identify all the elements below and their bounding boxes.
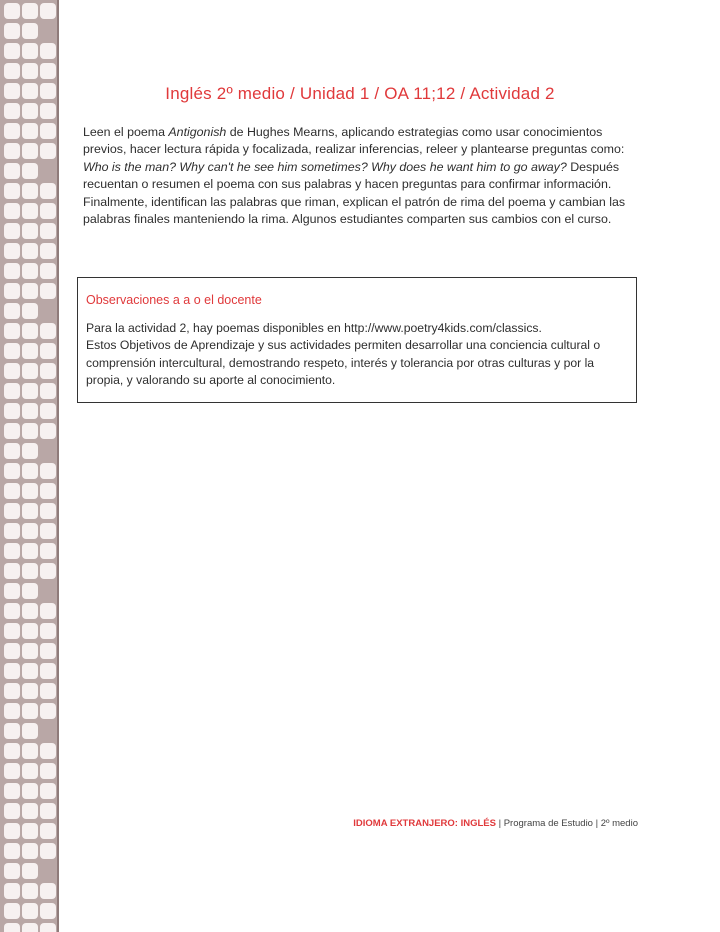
- sidebar-tile: [4, 3, 20, 19]
- sidebar-tile: [40, 623, 56, 639]
- sidebar-tile: [22, 903, 38, 919]
- sidebar-tile: [4, 183, 20, 199]
- sidebar-tile: [4, 563, 20, 579]
- sidebar-tile: [22, 343, 38, 359]
- footer-level: 2º medio: [600, 818, 638, 829]
- sidebar-tile: [40, 363, 56, 379]
- sidebar-tile: [4, 63, 20, 79]
- sidebar-tile: [4, 623, 20, 639]
- sidebar-tile: [40, 403, 56, 419]
- sidebar-tile: [22, 183, 38, 199]
- sidebar-tile: [40, 43, 56, 59]
- sidebar-tile: [40, 843, 56, 859]
- sidebar-tile: [40, 123, 56, 139]
- sidebar-tile: [4, 163, 20, 179]
- sidebar-tile: [22, 423, 38, 439]
- sidebar-tile: [22, 203, 38, 219]
- sidebar-tile: [22, 683, 38, 699]
- sidebar-tile: [4, 723, 20, 739]
- sidebar-tile: [40, 683, 56, 699]
- sidebar-tile: [4, 903, 20, 919]
- sidebar-tile: [40, 503, 56, 519]
- sidebar-tile: [40, 803, 56, 819]
- sidebar-tile: [4, 203, 20, 219]
- sidebar-tile: [4, 543, 20, 559]
- sidebar-tile: [22, 43, 38, 59]
- activity-text-2: de Hughes Mearns, aplicando estrategias como usar conocimientos previos, hacer lectura rápida y focalizada, realizar inferencias, releer y plantearse preguntas como:: [83, 125, 625, 157]
- sidebar-tile: [40, 763, 56, 779]
- sidebar-tile: [22, 83, 38, 99]
- page-title: Inglés 2º medio / Unidad 1 / OA 11;12 / Actividad 2: [165, 84, 555, 103]
- sidebar-tile: [40, 643, 56, 659]
- sidebar-tile: [22, 363, 38, 379]
- sidebar-tile: [40, 83, 56, 99]
- sidebar-tile: [4, 503, 20, 519]
- sidebar-tile: [40, 783, 56, 799]
- sidebar-tile: [22, 503, 38, 519]
- sidebar-tile: [22, 323, 38, 339]
- sidebar-tile: [22, 643, 38, 659]
- sidebar-tile: [4, 43, 20, 59]
- sidebar-tile: [22, 843, 38, 859]
- sidebar-tile: [22, 783, 38, 799]
- sidebar-tile: [4, 663, 20, 679]
- sidebar-tile: [22, 483, 38, 499]
- activity-text-3: Después recuentan o resumen el poema con sus palabras y hacen preguntas para confirmar información. Finalmente, identifican las palabras que riman, explican el patrón de rima del poema y cambian las palabras finales manteniendo la rima. Algunos estudiantes comparten sus cambios con el curso.: [83, 159, 626, 227]
- sidebar-tile: [4, 23, 20, 39]
- sidebar-tile: [40, 423, 56, 439]
- sidebar-tile: [4, 323, 20, 339]
- sidebar-tile: [4, 443, 20, 459]
- sidebar-tile: [40, 383, 56, 399]
- sidebar-tile: [40, 203, 56, 219]
- sidebar-tile: [4, 683, 20, 699]
- sidebar-tile: [4, 123, 20, 139]
- observations-box: [77, 277, 637, 403]
- sidebar-tile: [4, 843, 20, 859]
- sidebar-tile: [22, 883, 38, 899]
- footer-subject: IDIOMA EXTRANJERO: INGLÉS: [353, 818, 496, 829]
- sidebar-tile: [40, 823, 56, 839]
- sidebar-tile: [4, 403, 20, 419]
- sidebar-tile: [22, 723, 38, 739]
- sidebar-tile: [22, 283, 38, 299]
- footer-separator-1: |: [495, 818, 504, 829]
- sidebar-tile: [4, 823, 20, 839]
- sidebar-tile: [22, 403, 38, 419]
- sidebar-tile: [22, 603, 38, 619]
- observations-text: [86, 320, 631, 389]
- sidebar-tile: [40, 463, 56, 479]
- sidebar-tile: [22, 623, 38, 639]
- sidebar-tile: [40, 263, 56, 279]
- sidebar-tile: [4, 703, 20, 719]
- sidebar-tile: [4, 363, 20, 379]
- sidebar-tile: [40, 223, 56, 239]
- sidebar-tile: [22, 803, 38, 819]
- sidebar-tile: [22, 383, 38, 399]
- sidebar-tile: [22, 63, 38, 79]
- sidebar-tile: [40, 603, 56, 619]
- footer-separator-2: |: [592, 818, 601, 829]
- sidebar-tile: [4, 263, 20, 279]
- sidebar-tile: [22, 523, 38, 539]
- sidebar-tile: [4, 603, 20, 619]
- sidebar-tile: [22, 263, 38, 279]
- sidebar-tile: [22, 23, 38, 39]
- activity-description: [83, 124, 628, 228]
- sidebar-tile: [4, 283, 20, 299]
- sidebar-tile: [40, 483, 56, 499]
- sidebar-tile: [40, 743, 56, 759]
- sidebar-tile: [4, 303, 20, 319]
- sidebar-tile: [4, 583, 20, 599]
- sidebar-tile: [40, 143, 56, 159]
- sidebar-tile: [22, 163, 38, 179]
- sidebar-tile: [22, 823, 38, 839]
- sidebar-tile: [22, 123, 38, 139]
- sidebar-tile: [4, 143, 20, 159]
- sidebar-tile: [40, 63, 56, 79]
- sidebar-tile: [40, 523, 56, 539]
- sidebar-tile: [22, 763, 38, 779]
- sidebar-tile: [22, 303, 38, 319]
- footer-program: Programa de Estudio: [503, 818, 593, 829]
- sidebar-tile: [22, 923, 38, 932]
- sidebar-tile: [22, 663, 38, 679]
- sidebar-tile: [40, 183, 56, 199]
- sidebar-tile: [4, 863, 20, 879]
- sidebar-tile: [4, 763, 20, 779]
- decorative-sidebar: [0, 0, 59, 932]
- sidebar-tile: [40, 923, 56, 932]
- sidebar-tile: [22, 103, 38, 119]
- sidebar-tile: [22, 863, 38, 879]
- poem-title: Antigonish: [168, 125, 227, 139]
- activity-text-1: Leen el poema: [83, 125, 169, 139]
- sidebar-tile: [4, 103, 20, 119]
- sidebar-tile: [22, 143, 38, 159]
- sidebar-tile: [4, 343, 20, 359]
- sidebar-tile: [40, 283, 56, 299]
- observations-title: Observaciones a a o el docente: [86, 293, 262, 307]
- sidebar-tile: [40, 543, 56, 559]
- sidebar-tile: [40, 883, 56, 899]
- sidebar-tile: [40, 3, 56, 19]
- sidebar-tile: [22, 223, 38, 239]
- sidebar-tile: [40, 103, 56, 119]
- sidebar-tile: [4, 523, 20, 539]
- sidebar-tile: [22, 3, 38, 19]
- guiding-questions: Who is the man? Why can't he see him sometimes? Why does he want him to go away?: [83, 159, 567, 174]
- observations-line-1: Para la actividad 2, hay poemas disponibles en http://www.poetry4kids.com/classics.: [86, 321, 542, 335]
- sidebar-tile: [4, 383, 20, 399]
- sidebar-tile: [22, 703, 38, 719]
- sidebar-tile: [4, 463, 20, 479]
- sidebar-tile: [4, 223, 20, 239]
- sidebar-tile: [4, 783, 20, 799]
- sidebar-tile: [40, 243, 56, 259]
- sidebar-tile: [40, 563, 56, 579]
- sidebar-tile: [22, 443, 38, 459]
- sidebar-tile: [40, 903, 56, 919]
- observations-line-2: Estos Objetivos de Aprendizaje y sus actividades permiten desarrollar una conciencia cultural o comprensión intercultural, demostrando respeto, interés y tolerancia por otras culturas y por la propia, y valorando su aporte al conocimiento.: [86, 338, 601, 387]
- sidebar-tile: [4, 83, 20, 99]
- sidebar-tile: [40, 323, 56, 339]
- sidebar-tile: [4, 243, 20, 259]
- sidebar-tile: [4, 923, 20, 932]
- sidebar-tile: [22, 563, 38, 579]
- sidebar-tile: [40, 343, 56, 359]
- sidebar-tile: [4, 483, 20, 499]
- sidebar-tile: [22, 243, 38, 259]
- sidebar-tile: [4, 423, 20, 439]
- sidebar-tile: [4, 803, 20, 819]
- sidebar-tile: [4, 643, 20, 659]
- page-footer: [300, 818, 638, 829]
- sidebar-tile: [22, 543, 38, 559]
- sidebar-tile: [22, 463, 38, 479]
- sidebar-tile: [4, 743, 20, 759]
- sidebar-tile: [22, 583, 38, 599]
- sidebar-tile: [4, 883, 20, 899]
- sidebar-tile: [40, 703, 56, 719]
- sidebar-tile: [40, 663, 56, 679]
- sidebar-tile: [22, 743, 38, 759]
